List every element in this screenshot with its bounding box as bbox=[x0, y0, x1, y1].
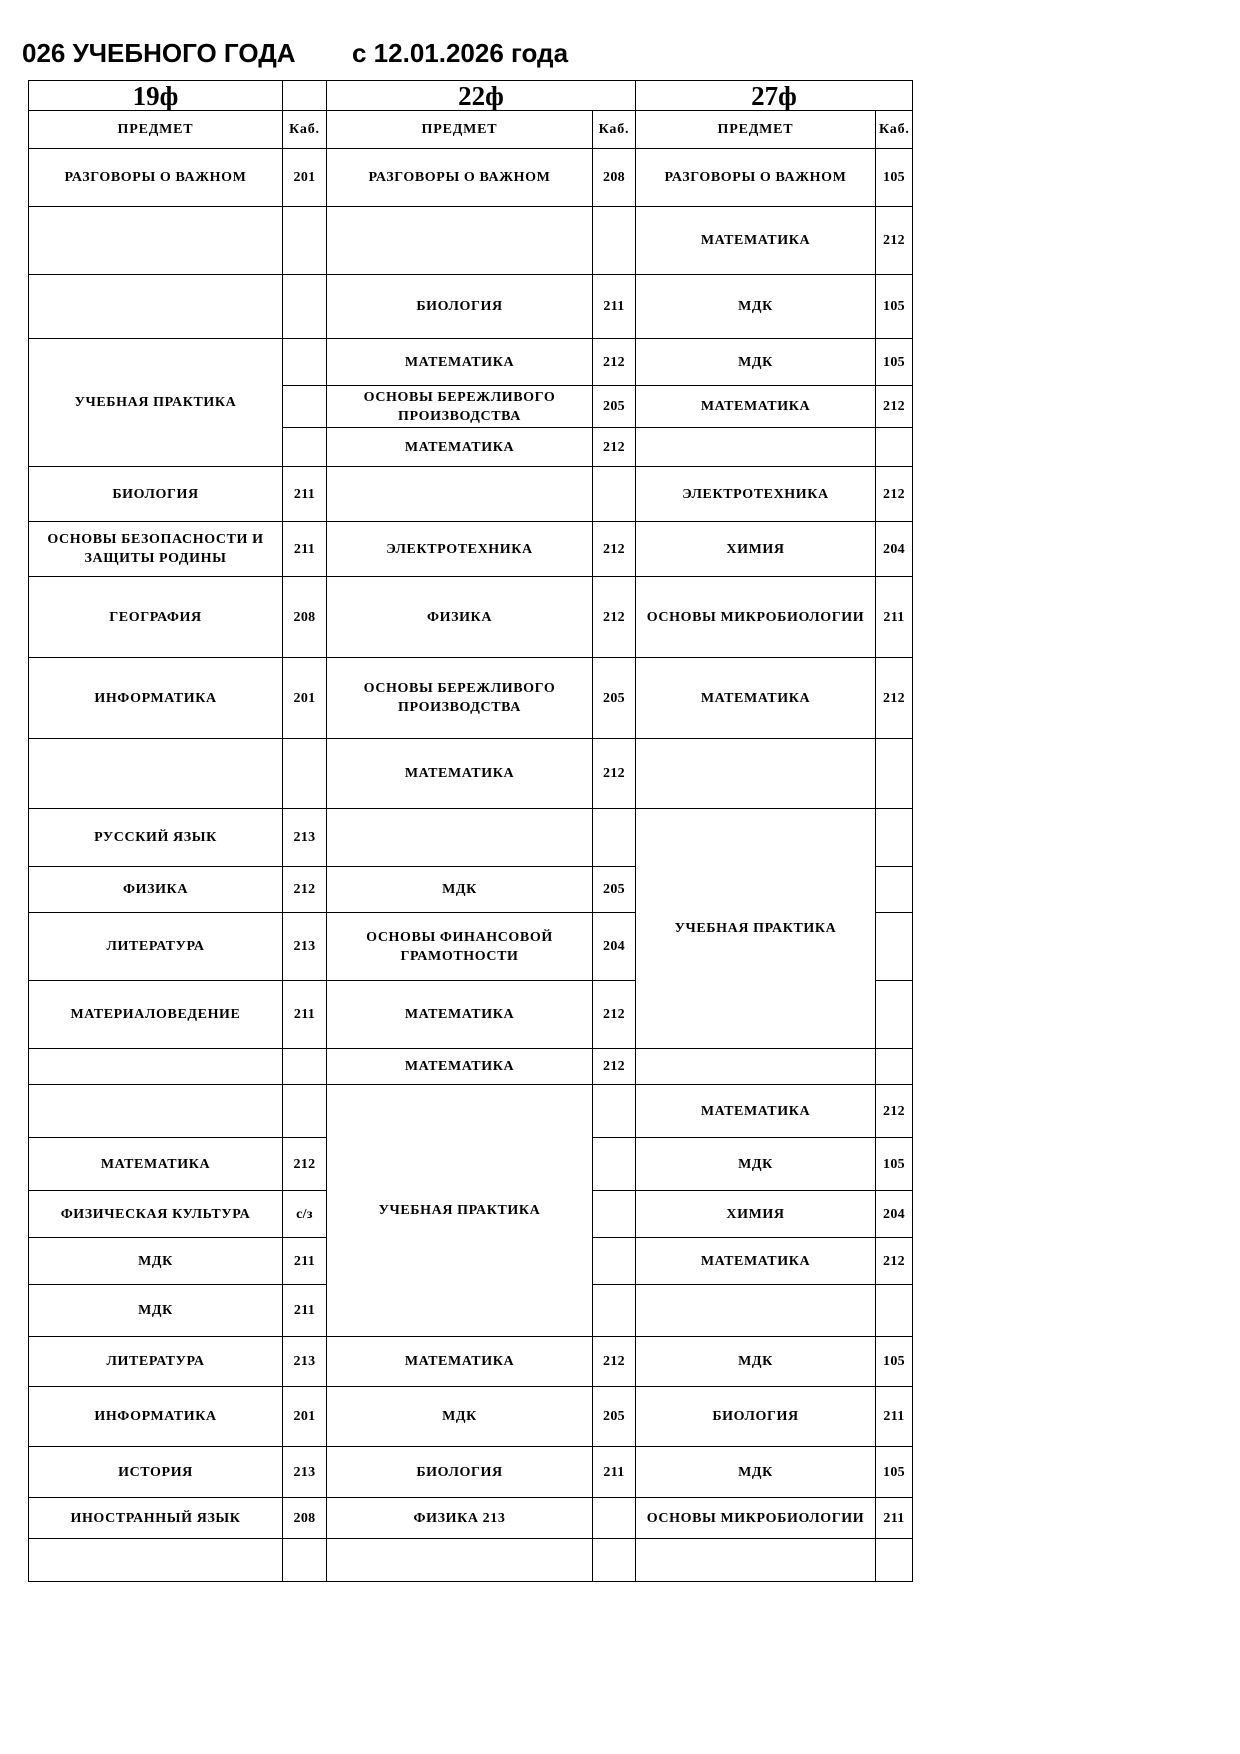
cell-room: 204 bbox=[593, 913, 636, 981]
cell-room: 212 bbox=[876, 386, 913, 428]
cell-empty bbox=[327, 809, 593, 867]
cell-room: 213 bbox=[283, 1447, 327, 1498]
cell-subject: МДК bbox=[29, 1285, 283, 1337]
cell-room: 212 bbox=[876, 207, 913, 275]
cell-subject: ОСНОВЫ БЕЗОПАСНОСТИ И ЗАЩИТЫ РОДИНЫ bbox=[29, 522, 283, 577]
cell-subject: МАТЕМАТИКА bbox=[327, 1337, 593, 1387]
cell-subject: МАТЕМАТИКА bbox=[636, 386, 876, 428]
cell-empty bbox=[593, 1498, 636, 1539]
cell-subject: МАТЕРИАЛОВЕДЕНИЕ bbox=[29, 981, 283, 1049]
cell-room: 211 bbox=[283, 981, 327, 1049]
table-row bbox=[29, 739, 913, 809]
page-header bbox=[22, 38, 922, 78]
cell-subject: МДК bbox=[29, 1238, 283, 1285]
cell-room: 105 bbox=[876, 339, 913, 386]
cell-empty bbox=[593, 207, 636, 275]
cell-subject: РУССКИЙ ЯЗЫК bbox=[29, 809, 283, 867]
cell-room: 205 bbox=[593, 386, 636, 428]
cell-subject: УЧЕБНАЯ ПРАКТИКА bbox=[29, 339, 283, 467]
cell-room: 212 bbox=[876, 658, 913, 739]
cell-room: 213 bbox=[283, 809, 327, 867]
cell-room: 211 bbox=[593, 275, 636, 339]
cell-subject: ФИЗИКА 213 bbox=[327, 1498, 593, 1539]
schedule-table bbox=[28, 80, 913, 1582]
cell-room: 211 bbox=[876, 577, 913, 658]
cell-room: 205 bbox=[593, 658, 636, 739]
cell-subject: ФИЗИЧЕСКАЯ КУЛЬТУРА bbox=[29, 1191, 283, 1238]
cell-subject: ОСНОВЫ МИКРОБИОЛОГИИ bbox=[636, 577, 876, 658]
cell-empty bbox=[29, 1539, 283, 1582]
cell-subject: МДК bbox=[636, 339, 876, 386]
cell-empty bbox=[876, 1539, 913, 1582]
cell-empty bbox=[876, 981, 913, 1049]
cell-empty bbox=[636, 428, 876, 467]
cell-empty bbox=[29, 207, 283, 275]
cell-room: 212 bbox=[593, 1049, 636, 1085]
table-row bbox=[29, 149, 913, 207]
cell-subject: ЭЛЕКТРОТЕХНИКА bbox=[636, 467, 876, 522]
cell-empty bbox=[876, 809, 913, 867]
cell-room: 205 bbox=[593, 867, 636, 913]
cell-room: 208 bbox=[283, 1498, 327, 1539]
cell-empty bbox=[283, 339, 327, 386]
cell-room: с/з bbox=[283, 1191, 327, 1238]
cell-subject: МАТЕМАТИКА bbox=[636, 207, 876, 275]
page-date: с 12.01.2026 года bbox=[352, 38, 569, 68]
cell-subject: МАТЕМАТИКА bbox=[327, 339, 593, 386]
cell-empty bbox=[283, 1049, 327, 1085]
cell-empty bbox=[283, 1085, 327, 1138]
cell-subject: ОСНОВЫ МИКРОБИОЛОГИИ bbox=[636, 1498, 876, 1539]
cell-subject: МДК bbox=[636, 1138, 876, 1191]
cell-empty bbox=[593, 1191, 636, 1238]
cell-empty bbox=[876, 739, 913, 809]
cell-room: 205 bbox=[593, 1387, 636, 1447]
cell-room: 201 bbox=[283, 149, 327, 207]
cell-empty bbox=[636, 1285, 876, 1337]
cell-subject: МДК bbox=[327, 1387, 593, 1447]
cell-room: 204 bbox=[876, 1191, 913, 1238]
cell-room: 212 bbox=[593, 739, 636, 809]
table-row bbox=[29, 1085, 913, 1138]
cell-subject: МДК bbox=[327, 867, 593, 913]
cell-empty bbox=[327, 1539, 593, 1582]
cell-subject: ХИМИЯ bbox=[636, 522, 876, 577]
cell-room: 105 bbox=[876, 275, 913, 339]
cell-empty bbox=[593, 1085, 636, 1138]
cell-subject: БИОЛОГИЯ bbox=[327, 275, 593, 339]
table-row bbox=[29, 467, 913, 522]
cell-empty bbox=[593, 1138, 636, 1191]
table-row bbox=[29, 522, 913, 577]
cell-room: 105 bbox=[876, 1337, 913, 1387]
table-row bbox=[29, 275, 913, 339]
cell-empty bbox=[593, 1238, 636, 1285]
cell-subject: ИНФОРМАТИКА bbox=[29, 1387, 283, 1447]
cell-subject: УЧЕБНАЯ ПРАКТИКА bbox=[327, 1085, 593, 1337]
group-19f: 19ф bbox=[29, 81, 283, 111]
cell-empty bbox=[593, 1539, 636, 1582]
cell-empty bbox=[29, 275, 283, 339]
table-row bbox=[29, 658, 913, 739]
cell-empty bbox=[636, 1049, 876, 1085]
table-row bbox=[29, 339, 913, 386]
cell-room: 212 bbox=[593, 577, 636, 658]
cell-room: 201 bbox=[283, 658, 327, 739]
cell-subject: РАЗГОВОРЫ О ВАЖНОМ bbox=[29, 149, 283, 207]
cell-room: 212 bbox=[283, 867, 327, 913]
col-room-19f: Каб. bbox=[283, 111, 327, 149]
cell-room: 201 bbox=[283, 1387, 327, 1447]
cell-empty bbox=[636, 739, 876, 809]
cell-subject: МДК bbox=[636, 275, 876, 339]
group-19f-spacer bbox=[283, 81, 327, 111]
table-row bbox=[29, 577, 913, 658]
cell-subject: МАТЕМАТИКА bbox=[636, 658, 876, 739]
cell-subject: МАТЕМАТИКА bbox=[327, 428, 593, 467]
group-22f: 22ф bbox=[327, 81, 636, 111]
cell-subject: РАЗГОВОРЫ О ВАЖНОМ bbox=[327, 149, 593, 207]
table-row bbox=[29, 1049, 913, 1085]
table-row bbox=[29, 809, 913, 867]
page-title: 026 УЧЕБНОГО ГОДА bbox=[22, 38, 296, 68]
cell-empty bbox=[876, 1049, 913, 1085]
cell-room: 204 bbox=[876, 522, 913, 577]
group-header-row bbox=[29, 81, 913, 111]
cell-room: 212 bbox=[593, 428, 636, 467]
group-27f: 27ф bbox=[636, 81, 913, 111]
cell-subject: ЭЛЕКТРОТЕХНИКА bbox=[327, 522, 593, 577]
cell-subject: ОСНОВЫ БЕРЕЖЛИВОГО ПРОИЗВОДСТВА bbox=[327, 658, 593, 739]
cell-subject: ФИЗИКА bbox=[327, 577, 593, 658]
table-row bbox=[29, 1539, 913, 1582]
table-row bbox=[29, 1337, 913, 1387]
cell-empty bbox=[327, 467, 593, 522]
cell-subject: ФИЗИКА bbox=[29, 867, 283, 913]
cell-empty bbox=[283, 1539, 327, 1582]
cell-subject: ИНОСТРАННЫЙ ЯЗЫК bbox=[29, 1498, 283, 1539]
col-subject-22f: ПРЕДМЕТ bbox=[327, 111, 593, 149]
cell-room: 212 bbox=[876, 1238, 913, 1285]
cell-room: 213 bbox=[283, 1337, 327, 1387]
cell-room: 105 bbox=[876, 1138, 913, 1191]
cell-room: 211 bbox=[876, 1498, 913, 1539]
cell-subject: БИОЛОГИЯ bbox=[327, 1447, 593, 1498]
cell-room: 211 bbox=[283, 467, 327, 522]
cell-room: 211 bbox=[283, 1238, 327, 1285]
cell-subject: МАТЕМАТИКА bbox=[636, 1238, 876, 1285]
cell-subject: МАТЕМАТИКА bbox=[29, 1138, 283, 1191]
cell-room: 212 bbox=[876, 1085, 913, 1138]
cell-empty bbox=[876, 1285, 913, 1337]
cell-subject: БИОЛОГИЯ bbox=[636, 1387, 876, 1447]
cell-room: 212 bbox=[593, 522, 636, 577]
cell-empty bbox=[283, 739, 327, 809]
cell-subject: УЧЕБНАЯ ПРАКТИКА bbox=[636, 809, 876, 1049]
cell-empty bbox=[593, 467, 636, 522]
cell-room: 212 bbox=[593, 339, 636, 386]
cell-subject: ГЕОГРАФИЯ bbox=[29, 577, 283, 658]
cell-subject: МАТЕМАТИКА bbox=[327, 739, 593, 809]
cell-empty bbox=[593, 809, 636, 867]
cell-subject: МДК bbox=[636, 1337, 876, 1387]
table-row bbox=[29, 207, 913, 275]
cell-subject: ИНФОРМАТИКА bbox=[29, 658, 283, 739]
cell-subject: МАТЕМАТИКА bbox=[327, 1049, 593, 1085]
cell-room: 212 bbox=[283, 1138, 327, 1191]
cell-empty bbox=[876, 913, 913, 981]
cell-subject: БИОЛОГИЯ bbox=[29, 467, 283, 522]
cell-room: 211 bbox=[593, 1447, 636, 1498]
col-room-27f: Каб. bbox=[876, 111, 913, 149]
cell-room: 211 bbox=[283, 1285, 327, 1337]
cell-room: 213 bbox=[283, 913, 327, 981]
cell-empty bbox=[283, 207, 327, 275]
col-subject-19f: ПРЕДМЕТ bbox=[29, 111, 283, 149]
cell-empty bbox=[283, 275, 327, 339]
cell-empty bbox=[876, 428, 913, 467]
cell-room: 212 bbox=[593, 1337, 636, 1387]
cell-empty bbox=[29, 1049, 283, 1085]
cell-empty bbox=[876, 867, 913, 913]
col-subject-27f: ПРЕДМЕТ bbox=[636, 111, 876, 149]
cell-subject: ОСНОВЫ БЕРЕЖЛИВОГО ПРОИЗВОДСТВА bbox=[327, 386, 593, 428]
cell-subject: МДК bbox=[636, 1447, 876, 1498]
cell-empty bbox=[29, 1085, 283, 1138]
cell-empty bbox=[327, 207, 593, 275]
cell-empty bbox=[636, 1539, 876, 1582]
cell-empty bbox=[283, 386, 327, 428]
cell-subject: ЛИТЕРАТУРА bbox=[29, 913, 283, 981]
cell-subject: ЛИТЕРАТУРА bbox=[29, 1337, 283, 1387]
cell-empty bbox=[29, 739, 283, 809]
table-row bbox=[29, 1387, 913, 1447]
col-room-22f: Каб. bbox=[593, 111, 636, 149]
cell-subject: РАЗГОВОРЫ О ВАЖНОМ bbox=[636, 149, 876, 207]
cell-empty bbox=[593, 1285, 636, 1337]
cell-room: 212 bbox=[876, 467, 913, 522]
cell-room: 105 bbox=[876, 149, 913, 207]
cell-subject: ОСНОВЫ ФИНАНСОВОЙ ГРАМОТНОСТИ bbox=[327, 913, 593, 981]
cell-empty bbox=[283, 428, 327, 467]
cell-room: 208 bbox=[593, 149, 636, 207]
cell-room: 211 bbox=[876, 1387, 913, 1447]
cell-subject: МАТЕМАТИКА bbox=[327, 981, 593, 1049]
table-row bbox=[29, 1447, 913, 1498]
cell-room: 208 bbox=[283, 577, 327, 658]
cell-subject: ИСТОРИЯ bbox=[29, 1447, 283, 1498]
cell-room: 212 bbox=[593, 981, 636, 1049]
table-row bbox=[29, 1498, 913, 1539]
column-header-row bbox=[29, 111, 913, 149]
cell-room: 105 bbox=[876, 1447, 913, 1498]
cell-subject: ХИМИЯ bbox=[636, 1191, 876, 1238]
cell-room: 211 bbox=[283, 522, 327, 577]
cell-subject: МАТЕМАТИКА bbox=[636, 1085, 876, 1138]
